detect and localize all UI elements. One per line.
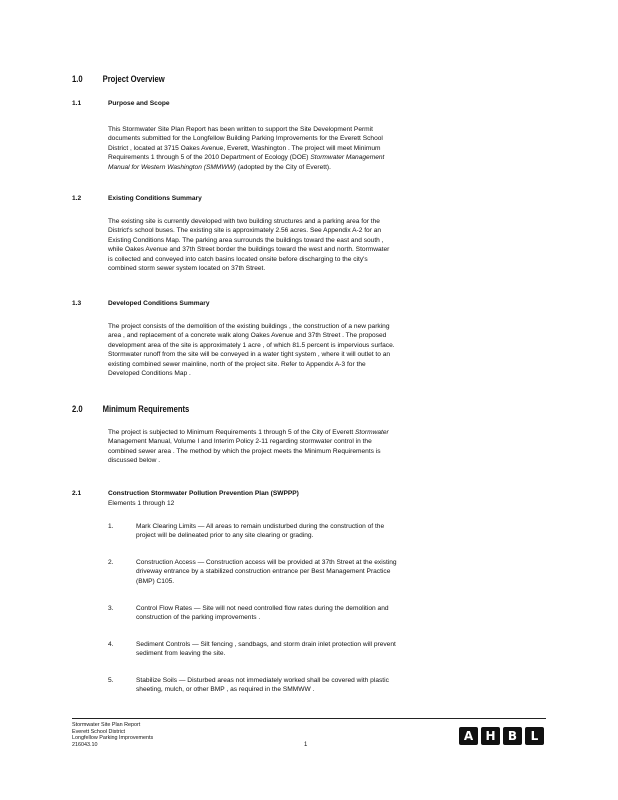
list-number: 4. bbox=[108, 641, 114, 648]
footer-line: Stormwater Site Plan Report bbox=[72, 722, 141, 728]
text-line: existing combined sewer mainline, north of the project site. Refer to Appendix A-3 for the bbox=[108, 360, 366, 368]
footer-line: Everett School District bbox=[72, 728, 126, 735]
footer-divider bbox=[72, 718, 546, 719]
section-title: Minimum Requirements bbox=[102, 404, 190, 414]
text-line: discussed below . bbox=[108, 457, 161, 465]
text-line: This Stormwater Site Plan Report has been written to support the Site Development Permit bbox=[108, 126, 373, 133]
section-title: Project Overview bbox=[102, 74, 165, 84]
list-number: 2. bbox=[108, 559, 114, 566]
text-line: Sediment Controls — Silt fencing , sandbags, and storm drain inlet protection will prevent bbox=[136, 641, 396, 648]
text-line: documents submitted for the Longfellow Building Parking Improvements for the Everett School bbox=[108, 135, 383, 143]
subsection-title: Construction Stormwater Pollution Prevention Plan (SWPPP) bbox=[108, 490, 299, 497]
text-line: Developed Conditions Map . bbox=[108, 370, 191, 378]
subsection-number: 1.1 bbox=[72, 100, 82, 107]
text-line: Stormwater runoff from the site will be conveyed in a water tight system , where it will outlet to an bbox=[108, 351, 391, 359]
footer-line: Longfellow Parking Improvements bbox=[72, 735, 154, 742]
list-number: 5. bbox=[108, 677, 114, 684]
text-line: development area of the site is approximately 1 acre , of which 81.5 percent is impervious surface. bbox=[108, 341, 395, 349]
subsection-title: Purpose and Scope bbox=[108, 100, 170, 107]
list-item-text bbox=[136, 640, 520, 659]
text-line: Management Manual, Volume I and Interim Policy 2-11 regarding stormwater control in the bbox=[108, 438, 372, 446]
italic-text: Stormwater Management bbox=[310, 154, 385, 162]
list-item-text bbox=[136, 604, 520, 623]
text-line: sheeting, mulch, or other BMP , as required in the SMMWW . bbox=[136, 686, 315, 694]
developed-conditions-paragraph bbox=[108, 322, 518, 378]
logo-letter: A bbox=[459, 727, 478, 745]
subsection-number: 2.1 bbox=[72, 490, 82, 497]
text-line: sediment from leaving the site. bbox=[136, 650, 226, 658]
italic-text: Stormwater bbox=[355, 429, 389, 436]
text-line: District's school buses. The existing site is approximately 2.56 acres. See Appendix A-2 for an bbox=[108, 227, 382, 235]
text-line: combined sewer area . The method by which the project meets the Minimum Requirements is bbox=[108, 447, 381, 455]
text-line: (BMP) C105. bbox=[136, 577, 175, 585]
text-line: Control Flow Rates — Site will not need controlled flow rates during the demolition and bbox=[136, 605, 389, 612]
text-line bbox=[108, 163, 518, 172]
section-number: 1.0 bbox=[72, 74, 83, 84]
logo-letter: B bbox=[503, 727, 522, 745]
existing-conditions-paragraph bbox=[108, 217, 518, 273]
section-number: 2.0 bbox=[72, 404, 83, 414]
purpose-paragraph bbox=[108, 125, 518, 172]
text-line bbox=[108, 428, 518, 437]
text-line: driveway entrance by a stabilized construction entrance per Best Management Practice bbox=[136, 568, 391, 576]
text-line: Mark Clearing Limits — All areas to remain undisturbed during the construction of the bbox=[136, 523, 385, 530]
minimum-requirements-paragraph bbox=[108, 428, 518, 466]
logo-letter: H bbox=[481, 727, 500, 745]
text-line: while Oakes Avenue and 37th Street border the buildings toward the west and north. Stormwater bbox=[108, 246, 390, 254]
list-number: 1. bbox=[108, 523, 114, 530]
page-number: 1 bbox=[304, 742, 308, 748]
list-number: 3. bbox=[108, 605, 114, 612]
ahbl-logo bbox=[459, 727, 544, 745]
text-line: Construction Access — Construction access will be provided at 37th Street at the existing bbox=[136, 559, 397, 566]
logo-letter: L bbox=[525, 727, 544, 745]
text-line: Stabilize Soils — Disturbed areas not immediately worked shall be covered with plastic bbox=[136, 677, 389, 684]
text-line: District , located at 3715 Oakes Avenue, Everett, Washington . The project will meet Minimum bbox=[108, 144, 381, 152]
text-line bbox=[108, 153, 518, 162]
subsection-title: Existing Conditions Summary bbox=[108, 195, 202, 202]
text-line: combined storm sewer system located on 37th Street. bbox=[108, 265, 266, 273]
text-line: project will be delineated prior to any site clearing or grading. bbox=[136, 532, 314, 540]
text-line: construction of the parking improvements . bbox=[136, 614, 261, 622]
text-line: Existing Conditions Map. The parking area surrounds the buildings toward the east and south , bbox=[108, 236, 384, 244]
list-item-text bbox=[136, 558, 520, 586]
text-line: The project consists of the demolition of the existing buildings , the construction of a new parking bbox=[108, 323, 390, 330]
subsection-title: Elements 1 through 12 bbox=[108, 500, 175, 507]
subsection-number: 1.2 bbox=[72, 195, 82, 202]
text-line: The existing site is currently developed with two building structures and a parking area for the bbox=[108, 218, 380, 225]
italic-text: Manual for Western Washington (SMMWW) bbox=[108, 163, 237, 171]
footer-line: 216043.10 bbox=[72, 741, 98, 748]
list-item-text bbox=[136, 676, 520, 695]
text-segment: The project is subjected to Minimum Requirements 1 through 5 of the City of Everett bbox=[108, 429, 354, 436]
subsection-number: 1.3 bbox=[72, 300, 82, 307]
text-line: area , and replacement of a concrete walk along Oakes Avenue and 37th Street . The proposed bbox=[108, 332, 387, 340]
footer-info bbox=[72, 722, 153, 748]
text-segment: Requirements 1 through 5 of the 2010 Department of Ecology (DOE) bbox=[108, 154, 309, 162]
text-segment: (adopted by the City of Everett). bbox=[236, 163, 331, 171]
subsection-title: Developed Conditions Summary bbox=[108, 300, 210, 307]
text-line: is collected and conveyed into catch basins located onsite before discharging to the city's bbox=[108, 255, 368, 263]
list-item-text bbox=[136, 522, 520, 541]
